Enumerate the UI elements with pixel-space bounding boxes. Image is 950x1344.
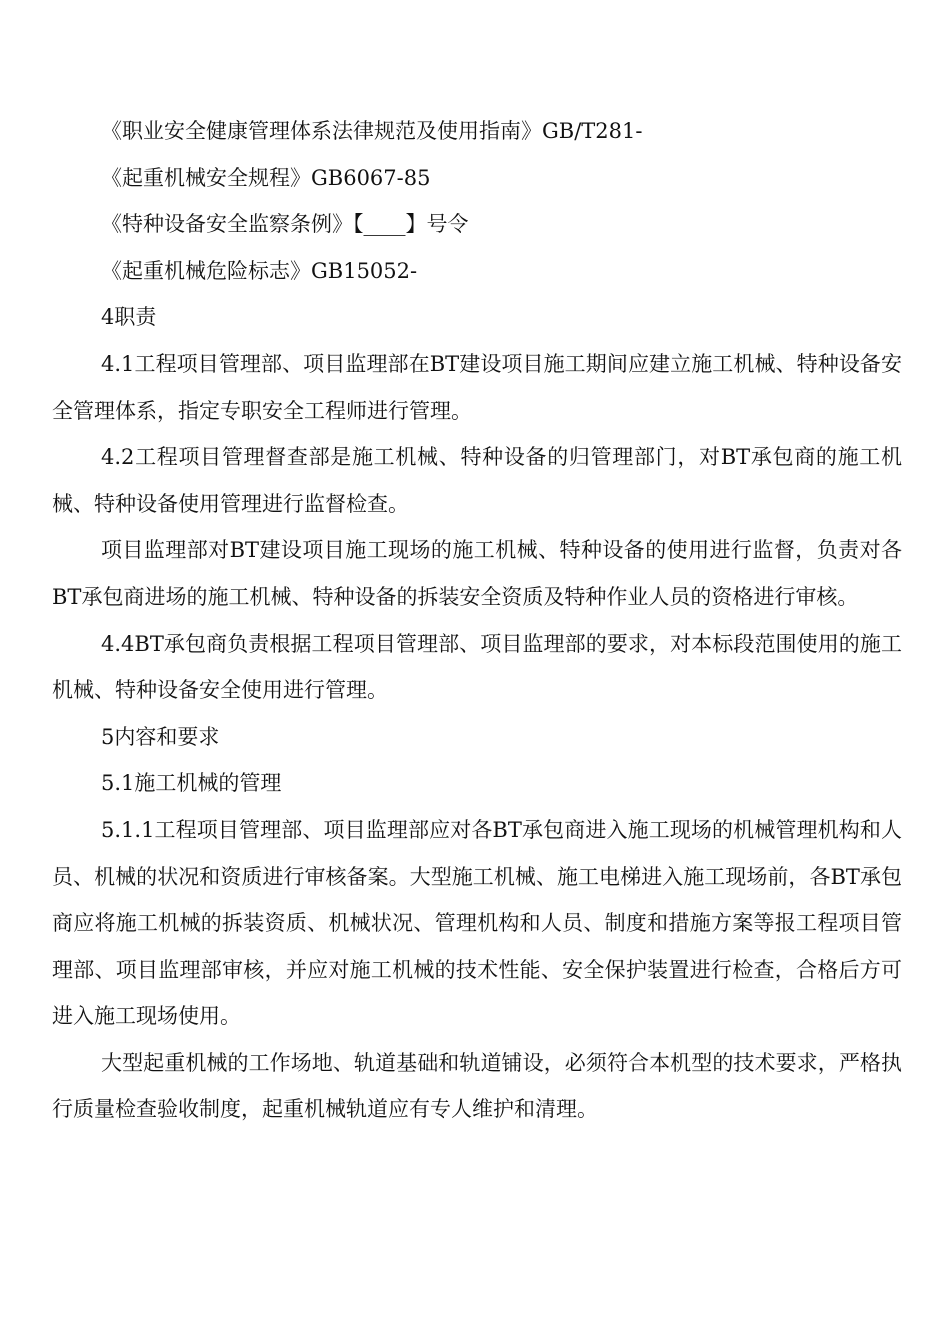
paragraph: 4.2工程项目管理督查部是施工机械、特种设备的归管理部门，对BT承包商的施工机械、特种设备使用管理进行监督检查。	[52, 445, 902, 516]
subsection-heading: 5.1施工机械的管理	[101, 771, 282, 796]
document-page	[52, 108, 902, 1133]
paragraph: 项目监理部对BT建设项目施工现场的施工机械、特种设备的使用进行监督，负责对各BT承包商进场的施工机械、特种设备的拆装安全资质及特种作业人员的资格进行审核。	[52, 538, 902, 609]
section-heading: 5内容和要求	[101, 724, 220, 749]
reference-line: 《起重机械安全规程》GB6067-85	[101, 165, 431, 190]
paragraph: 大型起重机械的工作场地、轨道基础和轨道铺设，必须符合本机型的技术要求，严格执行质量检查验收制度，起重机械轨道应有专人维护和清理。	[52, 1050, 902, 1122]
reference-line: 《特种设备安全监察条例》【____】号令	[101, 212, 469, 237]
reference-line: 《职业安全健康管理体系法律规范及使用指南》GB/T281-	[101, 119, 643, 143]
reference-line: 《起重机械危险标志》GB15052-	[101, 258, 418, 283]
section-heading: 4职责	[101, 305, 157, 330]
paragraph: 4.4BT承包商负责根据工程项目管理部、项目监理部的要求，对本标段范围使用的施工机械、特种设备安全使用进行管理。	[52, 631, 902, 703]
paragraph: 5.1.1工程项目管理部、项目监理部应对各BT承包商进入施工现场的机械管理机构和人员、机械的状况和资质进行审核备案。大型施工机械、施工电梯进入施工现场前，各BT承包商应将施工机械的拆装资质、机械状况、管理机构和人员、制度和措施方案等报工程项目管理部、项目监理部审核，并应对施工机械的技术性能、安全保护装置进行检查，合格后方可进入施工现场使用。	[52, 817, 902, 1029]
paragraph: 4.1工程项目管理部、项目监理部在BT建设项目施工期间应建立施工机械、特种设备安全管理体系，指定专职安全工程师进行管理。	[52, 351, 902, 423]
